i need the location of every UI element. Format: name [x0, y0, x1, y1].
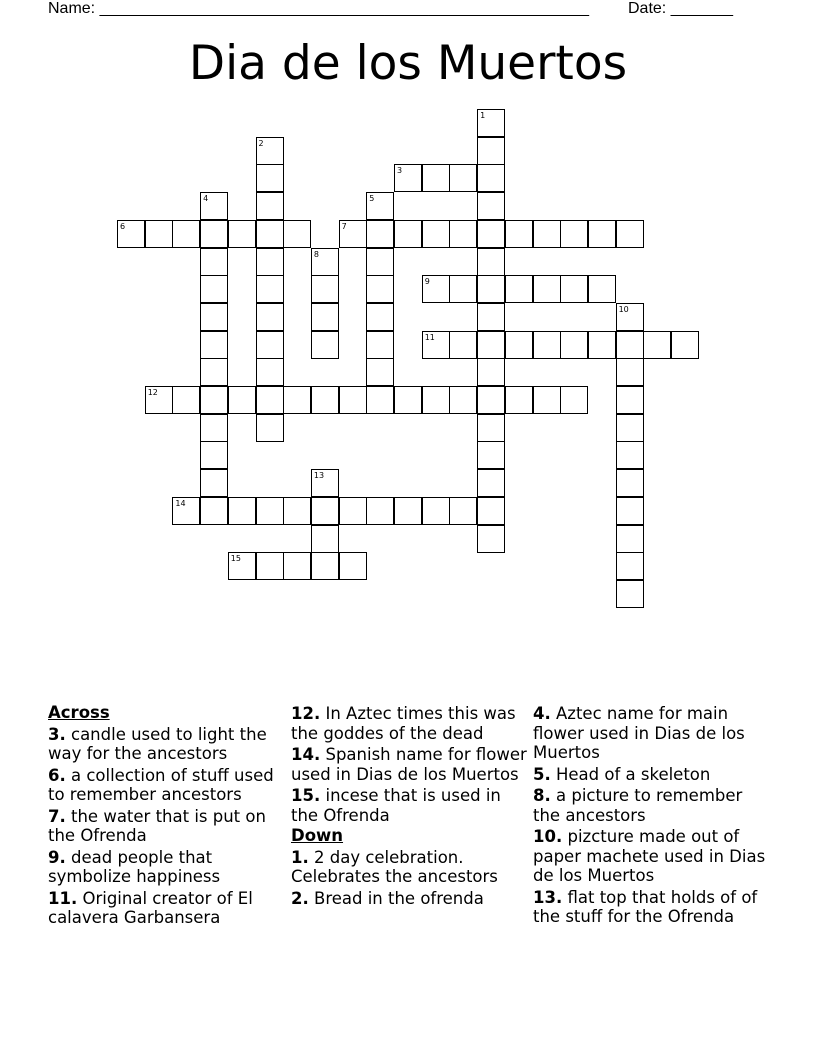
clue-item	[48, 807, 284, 846]
clue-column-1	[48, 702, 284, 928]
clue-item	[533, 704, 769, 763]
clue-number: 4	[203, 194, 209, 204]
grid-cell[interactable]	[311, 525, 339, 553]
clue-text: a picture to remember the ancestors	[533, 786, 743, 825]
grid-cell[interactable]	[477, 331, 505, 359]
grid-cell[interactable]	[172, 220, 200, 248]
grid-cell[interactable]	[477, 192, 505, 220]
clue-number-label: 5.	[533, 764, 551, 784]
across-heading: Across	[48, 703, 110, 722]
grid-cell[interactable]	[616, 386, 644, 414]
grid-cell[interactable]	[616, 441, 644, 469]
clue-item	[291, 745, 527, 784]
grid-cell[interactable]	[477, 358, 505, 386]
grid-cell[interactable]	[339, 220, 367, 248]
grid-cell[interactable]	[366, 275, 394, 303]
clue-text: incese that is used in the Ofrenda	[291, 786, 501, 825]
clue-number-label: 8.	[533, 786, 551, 805]
grid-cell[interactable]	[200, 275, 228, 303]
grid-cell[interactable]	[477, 220, 505, 248]
grid-cell[interactable]	[172, 497, 200, 525]
clue-number: 2	[258, 138, 264, 148]
grid-cell[interactable]	[477, 109, 505, 137]
grid-cell[interactable]	[616, 303, 644, 331]
grid-cell[interactable]	[366, 220, 394, 248]
clue-text: Spanish name for flower used in Dias de los Muertos	[291, 745, 527, 784]
grid-cell[interactable]	[588, 220, 616, 248]
grid-cell[interactable]	[145, 220, 173, 248]
grid-cell[interactable]	[200, 303, 228, 331]
grid-cell[interactable]	[311, 552, 339, 580]
clue-number-label: 10.	[533, 827, 563, 846]
clue-text: a collection of stuff used to remember ancestors	[48, 765, 274, 804]
grid-cell[interactable]	[560, 386, 588, 414]
grid-cell[interactable]	[200, 414, 228, 442]
grid-cell[interactable]	[228, 386, 256, 414]
clue-text: Bread in the ofrenda	[308, 888, 484, 908]
clue-number-label: 13.	[533, 887, 563, 907]
grid-cell[interactable]	[533, 220, 561, 248]
clue-number: 12	[147, 388, 158, 397]
grid-cell[interactable]	[200, 248, 228, 276]
grid-cell[interactable]	[477, 386, 505, 414]
grid-cell[interactable]	[256, 497, 284, 525]
grid-cell[interactable]	[256, 275, 284, 303]
grid-cell[interactable]	[117, 220, 145, 248]
grid-cell[interactable]	[228, 552, 256, 580]
clue-column-2	[291, 702, 527, 908]
date-field-line: Date: _______	[628, 0, 733, 17]
grid-cell[interactable]	[422, 275, 450, 303]
grid-cell[interactable]	[394, 164, 422, 192]
grid-cell[interactable]	[366, 331, 394, 359]
down-clue-list-continued	[533, 704, 769, 927]
clue-number: 14	[175, 498, 186, 508]
grid-cell[interactable]	[560, 331, 588, 359]
grid-cell[interactable]	[339, 552, 367, 580]
grid-cell[interactable]	[394, 497, 422, 525]
down-clue-list	[291, 848, 527, 909]
grid-cell[interactable]	[477, 248, 505, 276]
grid-cell[interactable]	[366, 248, 394, 276]
clue-number-label: 6.	[48, 765, 66, 785]
clue-number-label: 14.	[291, 745, 321, 764]
grid-cell[interactable]	[449, 220, 477, 248]
grid-cell[interactable]	[505, 220, 533, 248]
clue-number: 15	[230, 554, 241, 564]
clue-text: 2 day celebration. Celebrates the ancestors	[291, 847, 498, 886]
clue-number: 8	[313, 249, 319, 259]
clue-number-label: 12.	[291, 704, 321, 723]
grid-cell[interactable]	[449, 386, 477, 414]
grid-cell[interactable]	[422, 220, 450, 248]
grid-cell[interactable]	[422, 331, 450, 359]
clue-item	[48, 889, 284, 928]
clue-item	[533, 765, 769, 785]
grid-cell[interactable]	[200, 497, 228, 525]
clue-number-label: 2.	[291, 888, 309, 908]
grid-cell[interactable]	[311, 469, 339, 497]
grid-cell[interactable]	[477, 303, 505, 331]
grid-cell[interactable]	[256, 220, 284, 248]
grid-cell[interactable]	[256, 358, 284, 386]
clue-item	[48, 766, 284, 805]
grid-cell[interactable]	[477, 497, 505, 525]
grid-cell[interactable]	[449, 497, 477, 525]
grid-cell[interactable]	[616, 552, 644, 580]
clue-number: 13	[313, 471, 325, 481]
clue-item	[533, 827, 769, 886]
grid-cell[interactable]	[256, 164, 284, 192]
clue-item	[48, 725, 284, 764]
grid-cell[interactable]	[616, 497, 644, 525]
grid-cell[interactable]	[228, 220, 256, 248]
grid-cell[interactable]	[588, 275, 616, 303]
grid-cell[interactable]	[560, 220, 588, 248]
grid-cell[interactable]	[228, 497, 256, 525]
grid-cell[interactable]	[256, 331, 284, 359]
grid-cell[interactable]	[477, 275, 505, 303]
grid-cell[interactable]	[616, 469, 644, 497]
grid-cell[interactable]	[477, 469, 505, 497]
clue-number-label: 9.	[48, 847, 66, 867]
grid-cell[interactable]	[172, 386, 200, 414]
clue-text: In Aztec times this was the goddes of the dead	[291, 704, 516, 743]
grid-cell[interactable]	[283, 552, 311, 580]
clue-text: pizcture made out of paper machete used in Dias de los Muertos	[533, 827, 766, 885]
clue-item	[291, 889, 527, 909]
grid-cell[interactable]	[366, 497, 394, 525]
grid-cell[interactable]	[339, 386, 367, 414]
across-clue-list-continued	[291, 704, 527, 825]
name-field-line: Name: _______________________________________________________	[48, 0, 589, 17]
grid-cell[interactable]	[366, 358, 394, 386]
clue-item	[48, 848, 284, 887]
puzzle-title: Dia de los Muertos	[188, 36, 628, 91]
grid-cell[interactable]	[449, 331, 477, 359]
clue-text: the water that is put on the Ofrenda	[48, 806, 266, 845]
clue-text: Head of a skeleton	[550, 764, 711, 784]
grid-cell[interactable]	[477, 441, 505, 469]
grid-cell[interactable]	[394, 220, 422, 248]
grid-cell[interactable]	[283, 220, 311, 248]
grid-cell[interactable]	[616, 414, 644, 442]
clue-number: 7	[341, 221, 347, 231]
grid-cell[interactable]	[394, 386, 422, 414]
grid-cell[interactable]	[311, 497, 339, 525]
grid-cell[interactable]	[422, 164, 450, 192]
grid-cell[interactable]	[200, 469, 228, 497]
grid-cell[interactable]	[256, 137, 284, 165]
grid-cell[interactable]	[616, 525, 644, 553]
grid-cell[interactable]	[311, 386, 339, 414]
grid-cell[interactable]	[533, 275, 561, 303]
grid-cell[interactable]	[616, 331, 644, 359]
clue-number-label: 4.	[533, 704, 551, 723]
grid-cell[interactable]	[311, 331, 339, 359]
grid-cell[interactable]	[505, 275, 533, 303]
grid-cell[interactable]	[311, 248, 339, 276]
clue-item	[533, 888, 769, 927]
grid-cell[interactable]	[616, 358, 644, 386]
grid-cell[interactable]	[256, 303, 284, 331]
grid-cell[interactable]	[422, 386, 450, 414]
clue-number: 6	[120, 221, 126, 231]
grid-cell[interactable]	[560, 275, 588, 303]
clue-number: 3	[397, 166, 403, 176]
down-heading: Down	[291, 826, 344, 845]
grid-cell[interactable]	[256, 192, 284, 220]
grid-cell[interactable]	[616, 580, 644, 608]
grid-cell[interactable]	[200, 441, 228, 469]
across-clue-list	[48, 725, 284, 928]
clue-item	[291, 848, 527, 887]
clue-text: Aztec name for main flower used in Dias de los Muertos	[533, 704, 745, 762]
clue-item	[291, 786, 527, 825]
clue-text: candle used to light the way for the ancestors	[48, 724, 267, 763]
clue-number-label: 7.	[48, 806, 66, 826]
grid-cell[interactable]	[449, 164, 477, 192]
grid-cell[interactable]	[477, 164, 505, 192]
grid-cell[interactable]	[145, 386, 173, 414]
clue-item	[291, 704, 527, 743]
grid-cell[interactable]	[477, 525, 505, 553]
clue-number: 1	[480, 111, 486, 120]
grid-cell[interactable]	[200, 331, 228, 359]
clue-text: Original creator of El calavera Garbansera	[48, 888, 253, 927]
clue-number: 5	[369, 194, 375, 204]
grid-cell[interactable]	[643, 331, 671, 359]
clue-column-3	[533, 702, 769, 927]
grid-cell[interactable]	[616, 220, 644, 248]
clue-number: 10	[618, 304, 629, 314]
clue-number: 11	[424, 332, 435, 342]
clue-number-label: 3.	[48, 724, 66, 744]
grid-cell[interactable]	[339, 497, 367, 525]
clue-text: dead people that symbolize happiness	[48, 847, 221, 886]
grid-cell[interactable]	[200, 220, 228, 248]
grid-cell[interactable]	[311, 275, 339, 303]
grid-cell[interactable]	[477, 414, 505, 442]
clue-number-label: 1.	[291, 847, 309, 867]
grid-cell[interactable]	[533, 331, 561, 359]
grid-cell[interactable]	[366, 386, 394, 414]
grid-cell[interactable]	[256, 248, 284, 276]
grid-cell[interactable]	[366, 192, 394, 220]
clue-number: 9	[424, 277, 430, 287]
grid-cell[interactable]	[422, 497, 450, 525]
grid-cell[interactable]	[200, 358, 228, 386]
grid-cell[interactable]	[311, 303, 339, 331]
clue-item	[533, 786, 769, 825]
grid-cell[interactable]	[533, 386, 561, 414]
grid-cell[interactable]	[283, 386, 311, 414]
grid-cell[interactable]	[366, 303, 394, 331]
grid-cell[interactable]	[505, 331, 533, 359]
clue-text: flat top that holds of of the stuff for the Ofrenda	[533, 887, 758, 926]
grid-cell[interactable]	[588, 331, 616, 359]
grid-cell[interactable]	[449, 275, 477, 303]
grid-cell[interactable]	[671, 331, 699, 359]
grid-cell[interactable]	[283, 497, 311, 525]
grid-cell[interactable]	[256, 414, 284, 442]
grid-cell[interactable]	[200, 192, 228, 220]
clue-number-label: 15.	[291, 786, 321, 805]
grid-cell[interactable]	[200, 386, 228, 414]
grid-cell[interactable]	[256, 386, 284, 414]
grid-cell[interactable]	[477, 137, 505, 165]
grid-cell[interactable]	[256, 552, 284, 580]
clue-number-label: 11.	[48, 888, 78, 908]
grid-cell[interactable]	[505, 386, 533, 414]
